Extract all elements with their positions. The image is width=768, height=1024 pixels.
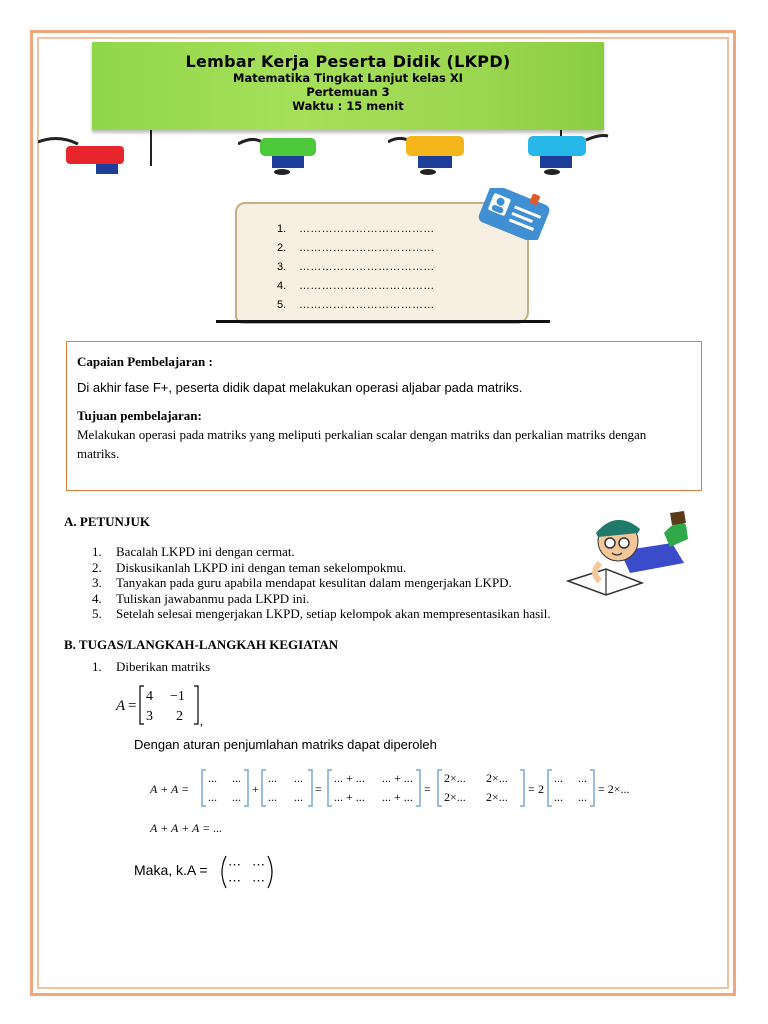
svg-text:2×...: 2×... xyxy=(486,790,508,804)
list-item: 3. ……………………………… xyxy=(277,261,435,273)
svg-text:2: 2 xyxy=(538,782,544,796)
svg-text:...: ... xyxy=(578,771,587,785)
list-item: 1. ……………………………… xyxy=(277,223,435,235)
blank-field[interactable]: ……………………………… xyxy=(299,299,435,311)
step-1: 1. Diberikan matriks xyxy=(92,659,211,674)
svg-text:+: + xyxy=(252,782,259,796)
list-item: 2. ……………………………… xyxy=(277,242,435,254)
svg-text:⋯: ⋯ xyxy=(252,857,265,872)
list-item: 5. ……………………………… xyxy=(277,299,435,311)
addition-equation xyxy=(148,766,648,810)
svg-text:...: ... xyxy=(208,790,217,804)
svg-text:=: = xyxy=(315,782,322,796)
svg-text:...: ... xyxy=(554,790,563,804)
svg-text:⋯: ⋯ xyxy=(252,873,265,888)
kids-illustration xyxy=(238,130,324,176)
svg-text:= 2×...: = 2×... xyxy=(598,782,630,796)
list-item: 1. Bacalah LKPD ini dengan cermat. xyxy=(92,544,295,559)
kids-illustration xyxy=(388,130,474,176)
section-tugas-heading: B. TUGAS/LANGKAH-LANGKAH KEGIATAN xyxy=(64,637,339,652)
svg-text:...: ... xyxy=(268,790,277,804)
svg-text:A + A + A = ...: A + A + A = ... xyxy=(150,821,223,835)
blank-field[interactable]: ……………………………… xyxy=(299,261,435,273)
list-item: 5. Setelah selesai mengerjakan LKPD, setiap kelompok akan mempresentasikan hasil. xyxy=(92,606,551,622)
svg-text:=: = xyxy=(528,782,535,796)
member-list xyxy=(277,220,435,315)
svg-text:A + A =: A + A = xyxy=(150,782,190,796)
svg-text:A: A xyxy=(116,698,126,714)
ka-matrix xyxy=(218,854,278,890)
svg-text:2×...: 2×... xyxy=(444,790,466,804)
list-item: 4. Tuliskan jawabanmu pada LKPD ini. xyxy=(92,590,310,606)
svg-text:...: ... xyxy=(578,790,587,804)
list-item: 4. ……………………………… xyxy=(277,280,435,292)
matrix-cell: 4 xyxy=(146,689,153,704)
svg-text:...: ... xyxy=(554,771,563,785)
section-petunjuk-heading: A. PETUNJUK xyxy=(64,514,150,529)
blank-field[interactable]: ……………………………… xyxy=(299,280,435,292)
learning-objectives-box xyxy=(66,341,702,491)
matrix-cell: −1 xyxy=(170,689,185,704)
svg-text:... + ...: ... + ... xyxy=(382,771,413,785)
triple-sum-equation xyxy=(148,816,288,838)
matrix-cell: 3 xyxy=(146,709,153,724)
kids-illustration xyxy=(524,130,610,176)
blank-field[interactable]: ……………………………… xyxy=(299,242,435,254)
header-banner xyxy=(92,42,604,130)
svg-text:...: ... xyxy=(268,771,277,785)
svg-text:...: ... xyxy=(208,771,217,785)
tp-text: Melakukan operasi pada matriks yang meliputi perkalian scalar dengan matriks dan perkalian matriks dengan matriks. xyxy=(77,427,647,461)
addition-rule-text: Dengan aturan penjumlahan matriks dapat diperoleh xyxy=(134,737,437,752)
cp-heading: Capaian Pembelajaran : xyxy=(77,354,213,369)
matrix-a xyxy=(110,680,220,730)
reading-boy-illustration xyxy=(560,503,700,603)
tp-heading: Tujuan pembelajaran: xyxy=(77,408,202,423)
petunjuk-list xyxy=(92,544,551,622)
divider xyxy=(216,320,550,323)
blank-field[interactable]: ……………………………… xyxy=(299,223,435,235)
svg-text:...: ... xyxy=(294,771,303,785)
svg-text:... + ...: ... + ... xyxy=(334,790,365,804)
svg-text:2×...: 2×... xyxy=(486,771,508,785)
kids-illustration xyxy=(38,130,124,176)
cp-text: Di akhir fase F+, peserta didik dapat melakukan operasi aljabar pada matriks. xyxy=(77,380,523,395)
svg-text:=: = xyxy=(424,782,431,796)
svg-text:2×...: 2×... xyxy=(444,771,466,785)
matrix-cell: 2 xyxy=(176,709,183,724)
svg-text:=: = xyxy=(128,698,137,714)
list-item: 2. Diskusikanlah LKPD ini dengan teman sekelompokmu. xyxy=(92,559,407,575)
page-title: Lembar Kerja Peserta Didik (LKPD) xyxy=(185,52,511,71)
svg-text:⋯: ⋯ xyxy=(228,873,241,888)
svg-text:⋯: ⋯ xyxy=(228,857,241,872)
svg-text:... + ...: ... + ... xyxy=(334,771,365,785)
meeting-label: Pertemuan 3 xyxy=(306,85,390,99)
svg-text:... + ...: ... + ... xyxy=(382,790,413,804)
maka-label: Maka, k.A = xyxy=(134,862,208,878)
list-item: 3. Tanyakan pada guru apabila mendapat kesulitan dalam mengerjakan LKPD. xyxy=(92,575,512,591)
svg-text:...: ... xyxy=(232,771,241,785)
time-label: Waktu : 15 menit xyxy=(292,99,404,113)
svg-text:...: ... xyxy=(294,790,303,804)
svg-text:,: , xyxy=(200,714,203,728)
page-subtitle: Matematika Tingkat Lanjut kelas XI xyxy=(233,71,463,85)
svg-text:...: ... xyxy=(232,790,241,804)
id-card-icon xyxy=(474,188,556,240)
